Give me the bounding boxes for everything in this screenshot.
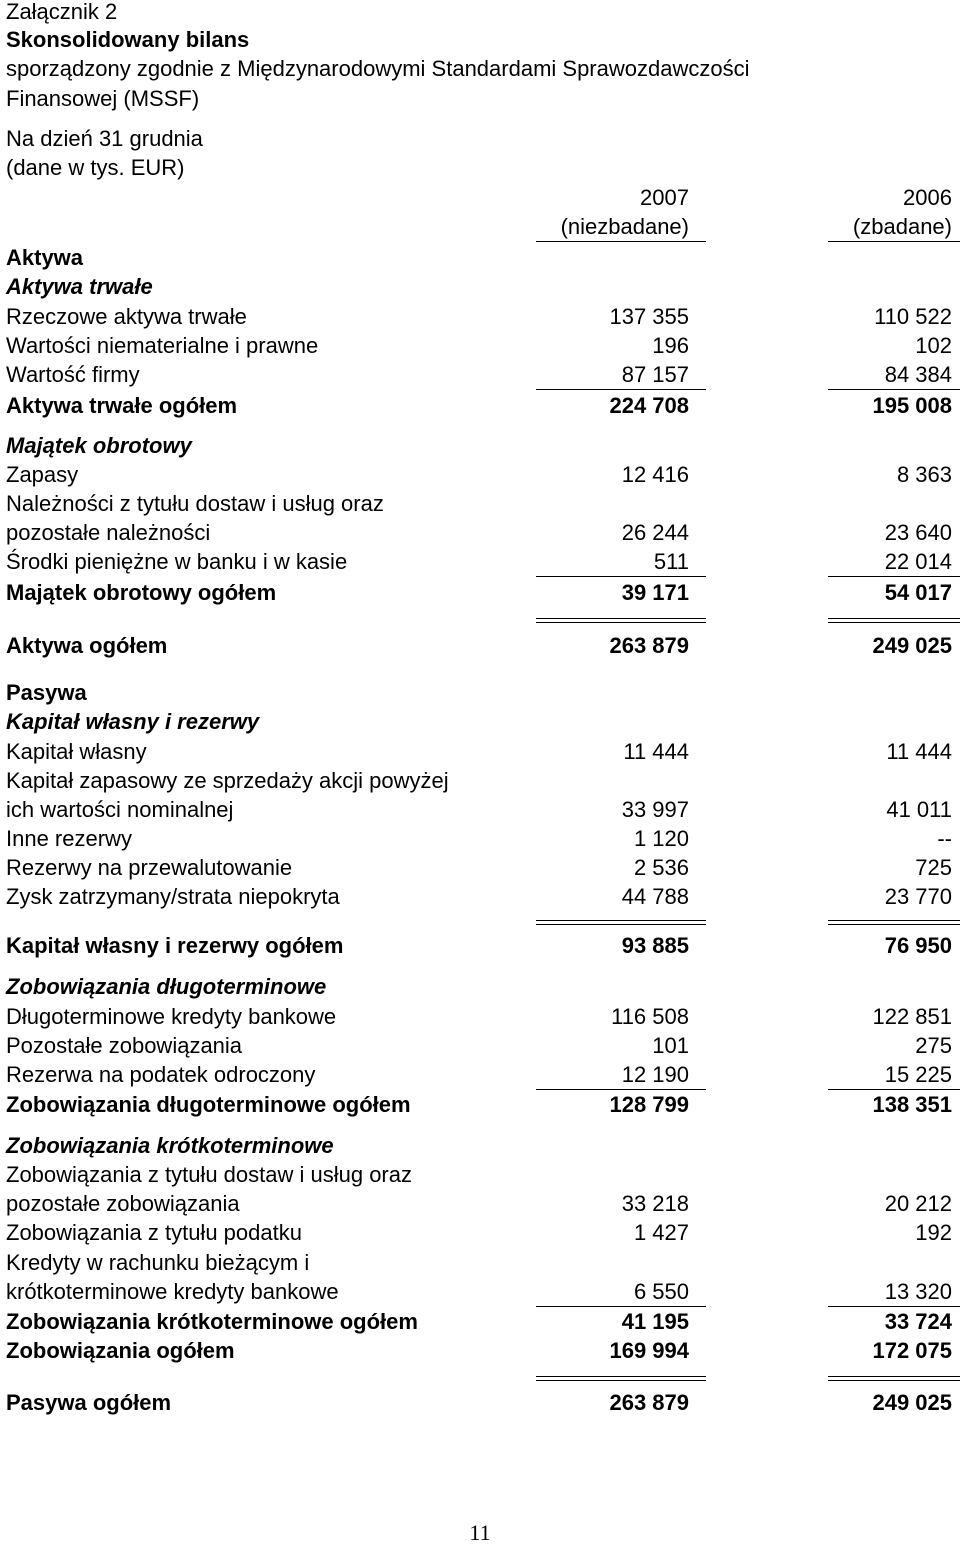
equity-heading: Kapitał własny i rezerwy: [6, 709, 260, 734]
row-label: Wartość firmy: [6, 362, 140, 387]
table-row: [0, 826, 960, 852]
subtotal-line: [828, 1306, 960, 1307]
value-2006: 84 384: [884, 362, 952, 387]
header-underline-2007: [536, 241, 706, 242]
value-2007: 6 550: [633, 1279, 689, 1304]
row-label: Kapitał własny i rezerwy ogółem: [6, 933, 344, 958]
value-2006: 33 724: [884, 1309, 952, 1334]
column-year-row: [0, 185, 960, 211]
value-2007: 196: [652, 333, 689, 358]
table-row: [0, 1191, 960, 1217]
table-row: [0, 797, 960, 823]
column-2006-year: 2006: [903, 185, 952, 210]
row-label: Rzeczowe aktywa trwałe: [6, 304, 247, 329]
fixed-assets-heading: Aktywa trwałe: [6, 274, 153, 299]
value-2007: 101: [652, 1033, 689, 1058]
row-label-line-1: Kredyty w rachunku bieżącym i: [6, 1250, 310, 1275]
value-2007: 93 885: [621, 933, 689, 958]
value-2006: 15 225: [884, 1062, 952, 1087]
row-label-line-1: Należności z tytułu dostaw i usług oraz: [6, 491, 384, 516]
row-label: Wartości niematerialne i prawne: [6, 333, 319, 358]
total-row: [0, 1338, 960, 1364]
total-row: [0, 393, 960, 419]
value-2006: 249 025: [872, 633, 952, 658]
subtotal-line: [828, 1089, 960, 1090]
double-underline: [828, 618, 960, 623]
row-label: Kapitał własny: [6, 739, 147, 764]
row-label: pozostałe należności: [6, 520, 211, 545]
value-2007: 44 788: [621, 884, 689, 909]
subtotal-line: [828, 389, 960, 390]
value-2006: 8 363: [896, 462, 952, 487]
value-2006: 172 075: [872, 1338, 952, 1363]
shortterm-heading: Zobowiązania krótkoterminowe: [6, 1133, 334, 1158]
assets-heading: Aktywa: [6, 245, 84, 270]
longterm-heading: Zobowiązania długoterminowe: [6, 974, 327, 999]
current-assets-heading: Majątek obrotowy: [6, 433, 192, 458]
table-row: [0, 855, 960, 881]
value-2006: 11 444: [886, 739, 952, 764]
row-label: krótkoterminowe kredyty bankowe: [6, 1279, 339, 1304]
total-row: [0, 1092, 960, 1118]
value-2007: 33 218: [621, 1191, 689, 1216]
row-label: Pozostałe zobowiązania: [6, 1033, 243, 1058]
value-2006: 13 320: [884, 1279, 952, 1304]
table-row: [0, 304, 960, 330]
double-underline: [536, 920, 706, 925]
value-2006: 110 522: [874, 304, 952, 329]
value-2007: 263 879: [609, 633, 689, 658]
row-label: ich wartości nominalnej: [6, 797, 234, 822]
value-2006: --: [937, 826, 952, 851]
row-label-line-1: Zobowiązania z tytułu dostaw i usług oraz: [6, 1162, 412, 1187]
row-label: Długoterminowe kredyty bankowe: [6, 1004, 337, 1029]
value-2007: 39 171: [621, 580, 689, 605]
subtotal-line: [536, 576, 706, 577]
column-2007-note: (niezbadane): [560, 214, 689, 239]
value-2007: 116 508: [611, 1004, 689, 1029]
row-label: Zysk zatrzymany/strata niepokryta: [6, 884, 340, 909]
row-label: Majątek obrotowy ogółem: [6, 580, 277, 605]
table-row: [0, 333, 960, 359]
table-row: [0, 362, 960, 388]
value-2006: 54 017: [884, 580, 952, 605]
page-number: 11: [469, 1520, 491, 1545]
value-2007: 11 444: [623, 739, 689, 764]
value-2006: 138 351: [872, 1092, 952, 1117]
table-row: [0, 1220, 960, 1246]
value-2007: 87 157: [621, 362, 689, 387]
table-row: [0, 520, 960, 546]
value-2006: 195 008: [872, 393, 952, 418]
table-row: [0, 549, 960, 575]
value-2006: 249 025: [872, 1390, 952, 1415]
subtitle-line-1: sporządzony zgodnie z Międzynarodowymi Standardami Sprawozdawczości: [6, 56, 750, 81]
units-line: (dane w tys. EUR): [6, 155, 185, 180]
table-row: [0, 884, 960, 910]
table-row: [0, 1033, 960, 1059]
column-note-row: [0, 214, 960, 240]
table-row: [0, 1062, 960, 1088]
subtotal-line: [536, 389, 706, 390]
header-underline-2006: [828, 241, 960, 242]
table-row: [0, 739, 960, 765]
row-label: Zobowiązania krótkoterminowe ogółem: [6, 1309, 418, 1334]
liabilities-heading: Pasywa: [6, 680, 87, 705]
total-row: [0, 580, 960, 606]
value-2006: 23 640: [884, 520, 952, 545]
row-label: Zapasy: [6, 462, 79, 487]
value-2007: 12 416: [621, 462, 689, 487]
row-label: pozostałe zobowiązania: [6, 1191, 240, 1216]
row-label: Inne rezerwy: [6, 826, 132, 851]
row-label: Zobowiązania z tytułu podatku: [6, 1220, 302, 1245]
value-2006: 192: [915, 1220, 952, 1245]
date-line: Na dzień 31 grudnia: [6, 126, 203, 151]
document-title: Skonsolidowany bilans: [6, 27, 250, 52]
column-2006-note: (zbadane): [852, 214, 952, 239]
value-2007: 128 799: [609, 1092, 689, 1117]
double-underline: [828, 1376, 960, 1381]
column-2007-year: 2007: [640, 185, 689, 210]
grand-total-row: [0, 633, 960, 659]
grand-total-row: [0, 1390, 960, 1416]
value-2007: 224 708: [609, 393, 689, 418]
row-label: Środki pieniężne w banku i w kasie: [6, 549, 348, 574]
row-label: Aktywa trwałe ogółem: [6, 393, 238, 418]
table-row: [0, 1279, 960, 1305]
table-row: [0, 462, 960, 488]
row-label: Zobowiązania ogółem: [6, 1338, 235, 1363]
row-label: Zobowiązania długoterminowe ogółem: [6, 1092, 411, 1117]
value-2007: 41 195: [621, 1309, 689, 1334]
value-2006: 275: [915, 1033, 952, 1058]
subtotal-line: [536, 1306, 706, 1307]
value-2007: 137 355: [609, 304, 689, 329]
subtotal-line: [536, 1089, 706, 1090]
total-row: [0, 933, 960, 959]
subtotal-line: [828, 576, 960, 577]
value-2007: 12 190: [621, 1062, 689, 1087]
subtitle-line-2: Finansowej (MSSF): [6, 86, 200, 111]
double-underline: [536, 1376, 706, 1381]
value-2006: 23 770: [884, 884, 952, 909]
row-label: Rezerwy na przewalutowanie: [6, 855, 293, 880]
row-label-line-1: Kapitał zapasowy ze sprzedaży akcji powyżej: [6, 768, 449, 793]
row-label: Aktywa ogółem: [6, 633, 168, 658]
value-2006: 122 851: [872, 1004, 952, 1029]
value-2006: 22 014: [884, 549, 952, 574]
value-2007: 26 244: [621, 520, 689, 545]
value-2006: 102: [915, 333, 952, 358]
row-label: Rezerwa na podatek odroczony: [6, 1062, 316, 1087]
value-2007: 1 427: [633, 1220, 689, 1245]
value-2007: 511: [653, 549, 689, 574]
double-underline: [828, 920, 960, 925]
value-2006: 41 011: [886, 797, 952, 822]
value-2007: 33 997: [621, 797, 689, 822]
value-2006: 725: [915, 855, 952, 880]
value-2007: 263 879: [609, 1390, 689, 1415]
value-2006: 76 950: [884, 933, 952, 958]
value-2007: 169 994: [609, 1338, 689, 1363]
table-row: [0, 1004, 960, 1030]
value-2007: 1 120: [633, 826, 689, 851]
total-row: [0, 1309, 960, 1335]
value-2007: 2 536: [633, 855, 689, 880]
annex-label: Załącznik 2: [6, 0, 118, 24]
row-label: Pasywa ogółem: [6, 1390, 172, 1415]
value-2006: 20 212: [884, 1191, 952, 1216]
double-underline: [536, 618, 706, 623]
